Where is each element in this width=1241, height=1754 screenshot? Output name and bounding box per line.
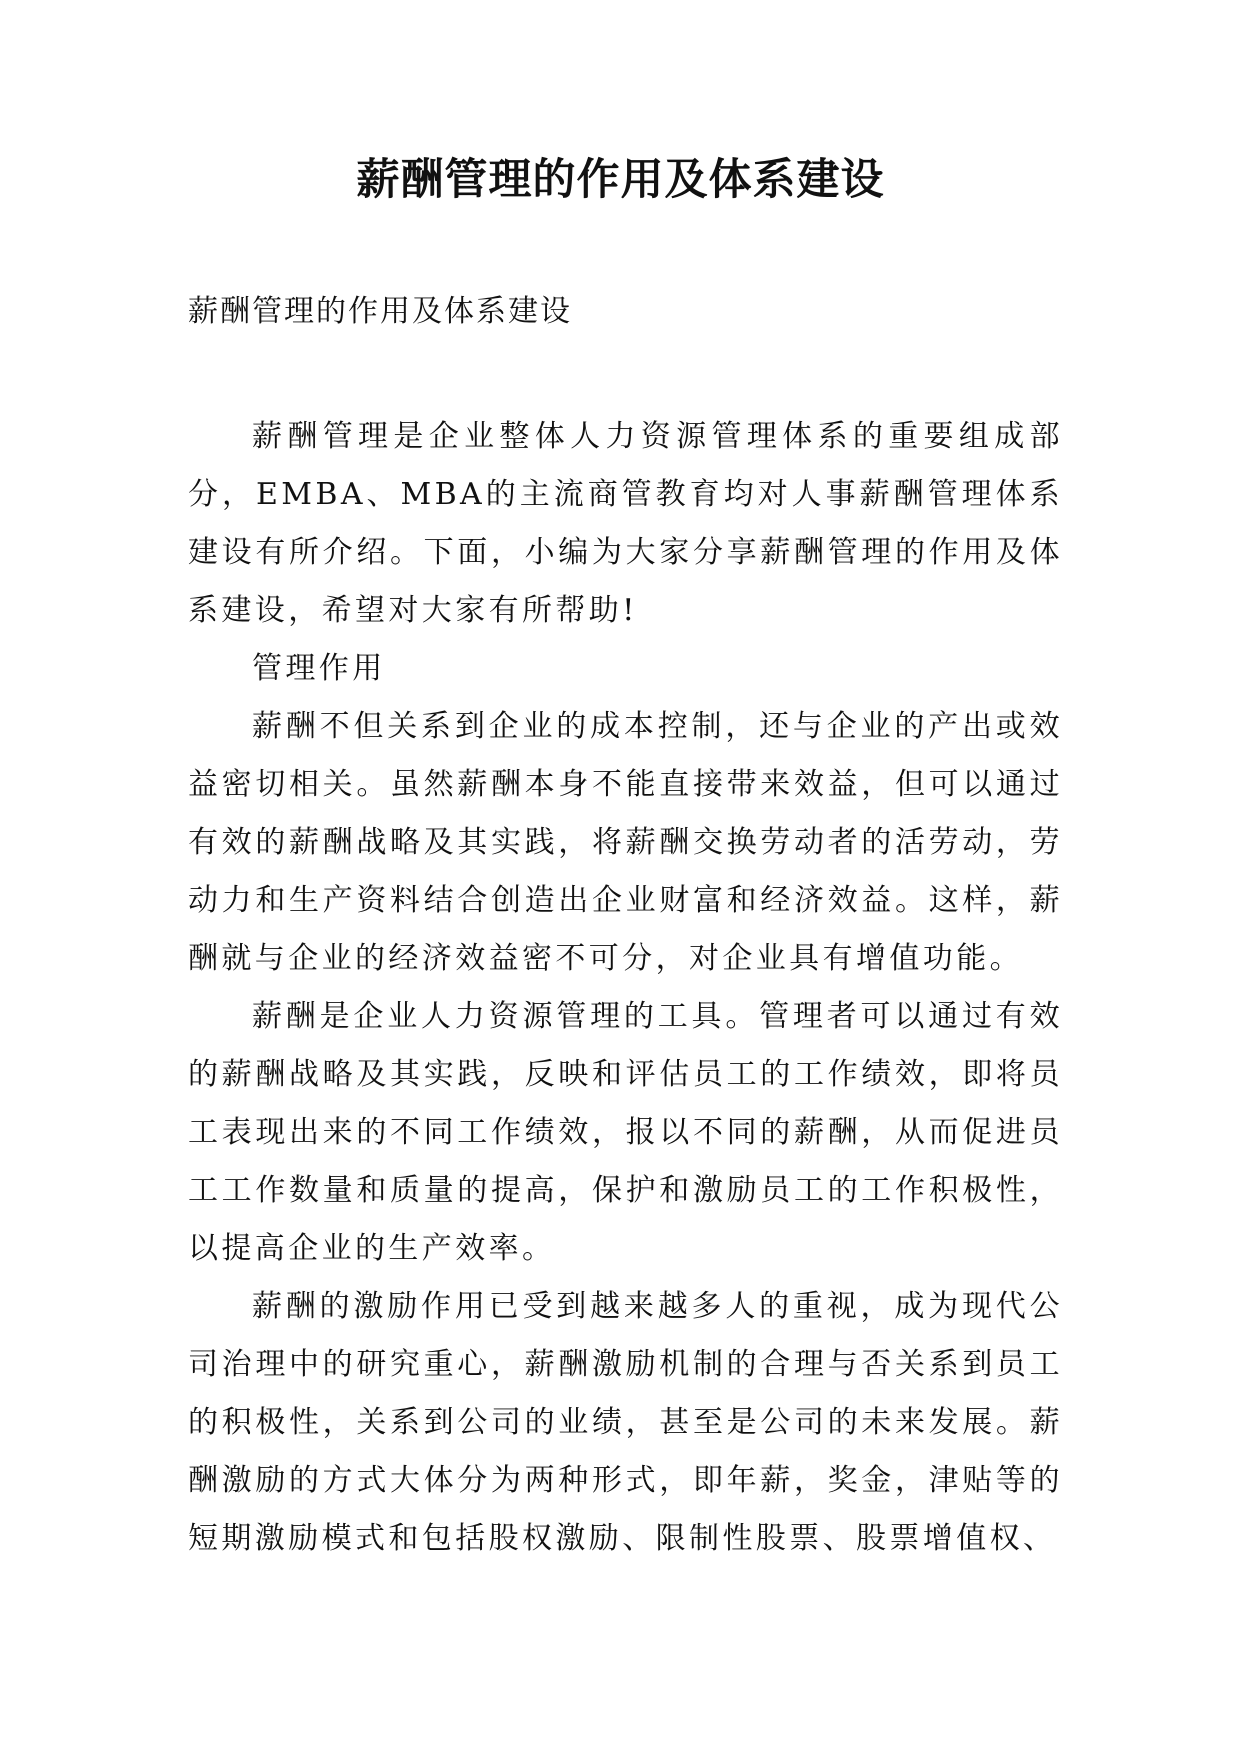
section-heading-management-role: 管理作用 — [252, 651, 386, 686]
document-body — [188, 408, 1063, 1568]
paragraph-cost-control: 薪酬不但关系到企业的成本控制，还与企业的产出或效益密切相关。虽然薪酬本身不能直接带来效益，但可以通过有效的薪酬战略及其实践，将薪酬交换劳动者的活劳动，劳动力和生产资料结合创造出企业财富和经济效益。这样，薪酬就与企业的经济效益密不可分，对企业具有增值功能。 — [188, 709, 1063, 976]
document-subtitle: 薪酬管理的作用及体系建设 — [188, 294, 572, 329]
paragraph-hr-tool: 薪酬是企业人力资源管理的工具。管理者可以通过有效的薪酬战略及其实践，反映和评估员工的工作绩效，即将员工表现出来的不同工作绩效，报以不同的薪酬，从而促进员工工作数量和质量的提高，保护和激励员工的工作积极性，以提高企业的生产效率。 — [188, 999, 1063, 1266]
document-title: 薪酬管理的作用及体系建设 — [356, 155, 885, 205]
paragraph-incentive: 薪酬的激励作用已受到越来越多人的重视，成为现代公司治理中的研究重心，薪酬激励机制的合理与否关系到员工的积极性，关系到公司的业绩，甚至是公司的未来发展。薪酬激励的方式大体分为两种形式，即年薪，奖金，津贴等的短期激励模式和包括股权激励、限制性股票、股票增值权、 — [188, 1289, 1063, 1556]
paragraph-intro: 薪酬管理是企业整体人力资源管理体系的重要组成部分，EMBA、MBA的主流商管教育均对人事薪酬管理体系建设有所介绍。下面，小编为大家分享薪酬管理的作用及体系建设，希望对大家有所帮助! — [188, 419, 1063, 628]
